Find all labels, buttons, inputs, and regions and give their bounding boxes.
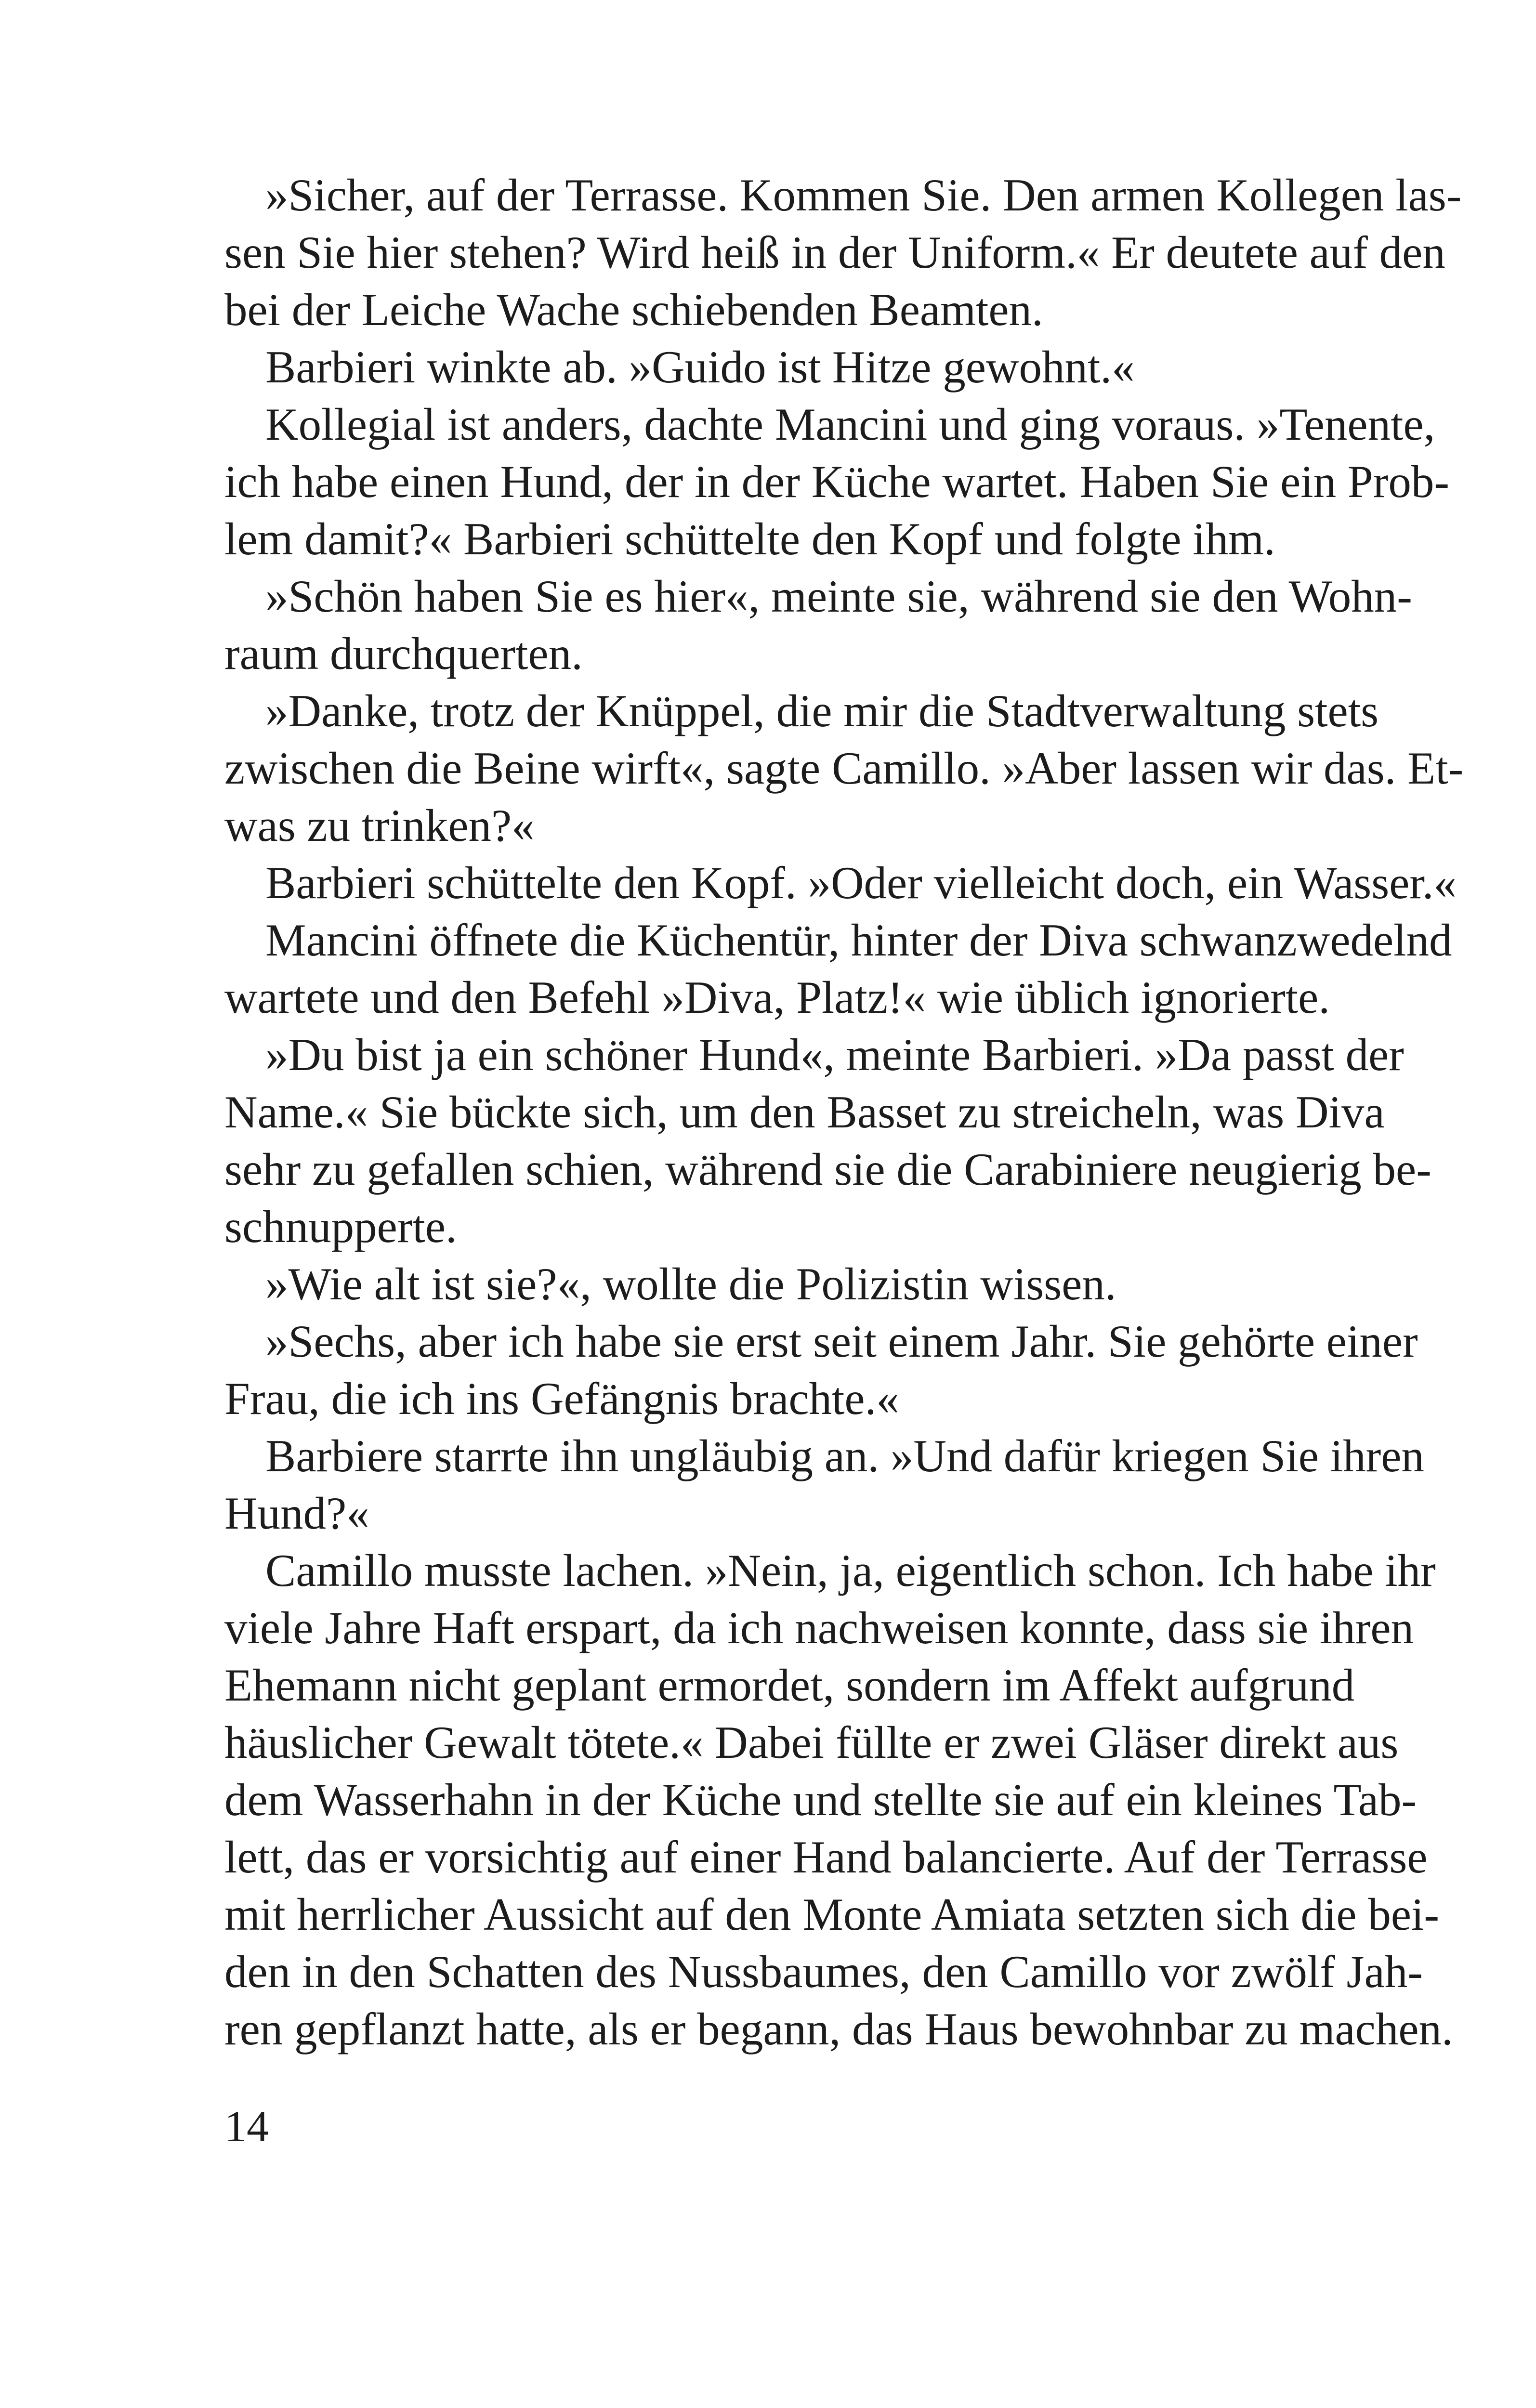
text-line: raum durchquerten. <box>224 628 583 679</box>
text-line: Barbiere starrte ihn ungläubig an. »Und dafür kriegen Sie ihren <box>265 1430 1424 1481</box>
text-line: ich habe einen Hund, der in der Küche wartet. Haben Sie ein Prob- <box>224 456 1450 507</box>
text-line: »Du bist ja ein schöner Hund«, meinte Barbieri. »Da passt der <box>265 1029 1404 1080</box>
text-line: Kollegial ist anders, dachte Mancini und ging voraus. »Tenente, <box>265 399 1435 450</box>
text-line: lett, das er vorsichtig auf einer Hand balancierte. Auf der Terrasse <box>224 1832 1428 1883</box>
text-line: sehr zu gefallen schien, während sie die Carabiniere neugierig be- <box>224 1144 1431 1195</box>
text-line: Barbieri schüttelte den Kopf. »Oder vielleicht doch, ein Wasser.« <box>265 857 1457 908</box>
text-line: lem damit?« Barbieri schüttelte den Kopf und folgte ihm. <box>224 513 1275 564</box>
text-line: was zu trinken?« <box>224 800 535 851</box>
text-line: »Sicher, auf der Terrasse. Kommen Sie. Den armen Kollegen las- <box>265 170 1462 221</box>
text-line: ren gepflanzt hatte, als er begann, das Haus bewohnbar zu machen. <box>224 2003 1453 2055</box>
text-line: sen Sie hier stehen? Wird heiß in der Uniform.« Er deutete auf den <box>224 227 1445 278</box>
text-line: Camillo musste lachen. »Nein, ja, eigentlich schon. Ich habe ihr <box>265 1545 1436 1596</box>
text-line: Ehemann nicht geplant ermordet, sondern im Affekt aufgrund <box>224 1660 1355 1711</box>
text-line: Barbieri winkte ab. »Guido ist Hitze gewohnt.« <box>265 341 1135 393</box>
text-line: den in den Schatten des Nussbaumes, den Camillo vor zwölf Jah- <box>224 1946 1423 1997</box>
text-line: viele Jahre Haft erspart, da ich nachweisen konnte, dass sie ihren <box>224 1602 1414 1653</box>
text-line: »Danke, trotz der Knüppel, die mir die Stadtverwaltung stets <box>265 685 1379 736</box>
text-line: mit herrlicher Aussicht auf den Monte Amiata setzten sich die bei- <box>224 1889 1440 1940</box>
text-line: Mancini öffnete die Küchentür, hinter der Diva schwanzwedelnd <box>265 915 1452 966</box>
text-line: »Wie alt ist sie?«, wollte die Polizistin wissen. <box>265 1258 1116 1309</box>
text-line: wartete und den Befehl »Diva, Platz!« wie üblich ignorierte. <box>224 972 1330 1023</box>
text-line: zwischen die Beine wirft«, sagte Camillo. »Aber lassen wir das. Et- <box>224 743 1464 794</box>
text-line: dem Wasserhahn in der Küche und stellte sie auf ein kleines Tab- <box>224 1774 1417 1825</box>
body-text <box>224 167 1464 2058</box>
text-line: »Schön haben Sie es hier«, meinte sie, während sie den Wohn- <box>265 571 1412 622</box>
text-line: Name.« Sie bückte sich, um den Basset zu streicheln, was Diva <box>224 1086 1385 1138</box>
text-line: »Sechs, aber ich habe sie erst seit einem Jahr. Sie gehörte einer <box>265 1316 1418 1367</box>
text-line: häuslicher Gewalt tötete.« Dabei füllte er zwei Gläser direkt aus <box>224 1717 1399 1768</box>
text-line: bei der Leiche Wache schiebenden Beamten. <box>224 284 1043 335</box>
text-line: schnupperte. <box>224 1201 457 1252</box>
page-number: 14 <box>224 2102 269 2151</box>
text-line: Frau, die ich ins Gefängnis brachte.« <box>224 1373 899 1424</box>
text-line: Hund?« <box>224 1488 369 1539</box>
